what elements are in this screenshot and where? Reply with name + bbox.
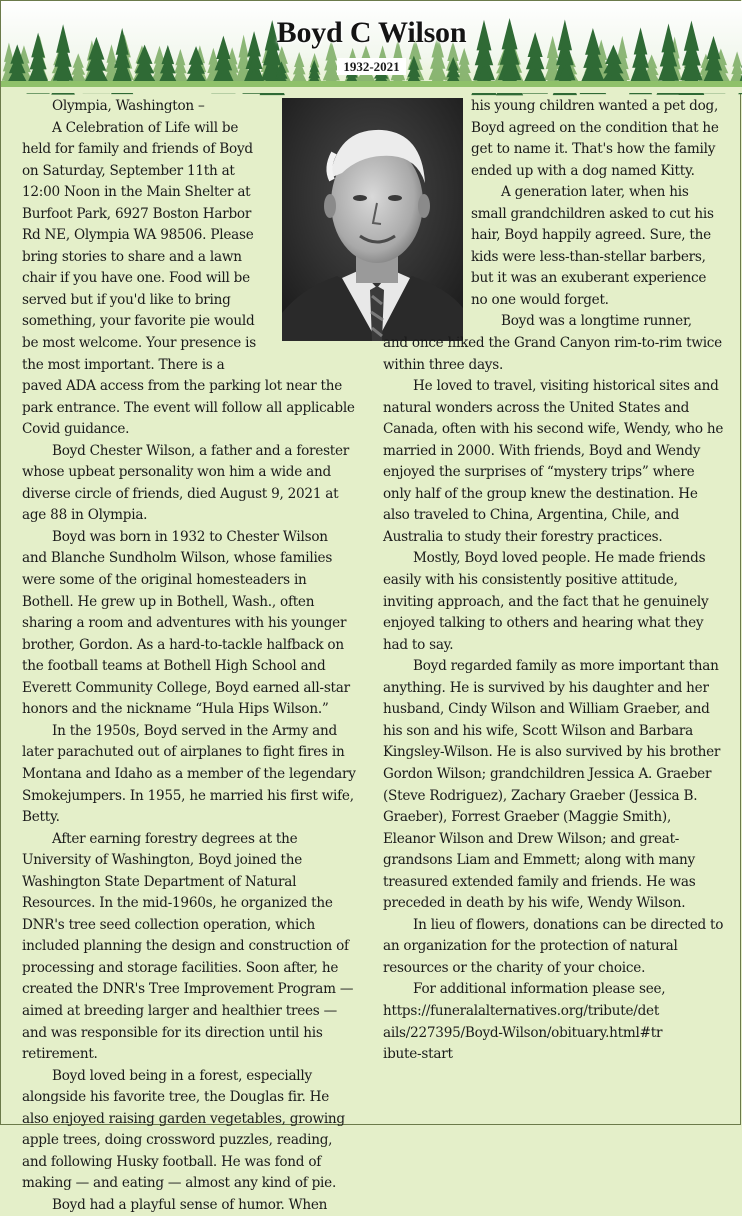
paragraph-intro: Boyd Chester Wilson, a father and a forester whose upbeat personality won him a wide and diverse circle of friends, died August 9, 2021 at age 88 in Olympia. xyxy=(22,442,350,524)
paragraph-celebration-continued: paved ADA access from the parking lot near the park entrance. The event will follow all applicable Covid guidance. xyxy=(22,378,355,438)
paragraph-location: Olympia, Washington – xyxy=(52,98,205,114)
text-column-left xyxy=(22,96,356,1216)
paragraph-family: Boyd regarded family as more important than anything. He is survived by his daughter and her husband, Cindy Wilson and William Graeber, and his son and his wife, Scott Wilson and Barbara Kingsley-Wilson. He is also survived by his brother Gordon Wilson; grandchildren Jessica A. Graeber (Steve Rodriguez), Zachary Graeber (Jessica B. Graeber), Forrest Graeber (Maggie Smith), Eleanor Wilson and Drew Wilson; and great-grandsons Liam and Emmett; along with many treasured extended family and friends. He was preceded in death by his wife, Wendy Wilson. xyxy=(383,658,721,912)
paragraph-travel: He loved to travel, visiting historical sites and natural wonders across the United States and Canada, often with his second wife, Wendy, who he married in 2000. With friends, Boyd and Wendy enjoyed the surprises of “mystery trips” where only half of the group knew the destination. He also traveled to China, Argentina, Chile, and Australia to study their forestry practices. xyxy=(383,378,724,545)
paragraph-haircut: A generation later, when his small grandchildren asked to cut his hair, Boyd happily agreed. Sure, the kids were less-than-stellar barbers, but it was an exuberant experience no one would forget. xyxy=(471,184,714,308)
life-dates xyxy=(1,59,742,75)
forest-header xyxy=(1,1,742,93)
paragraph-career: After earning forestry degrees at the University of Washington, Boyd joined the Washington State Department of Natural Resources. In the mid-1960s, he organized the DNR's tree seed collection operation, which included planning the design and construction of processing and storage facilities. Soon after, he created the DNR's Tree Improvement Program — aimed at breeding larger and healthier trees — and was responsible for its direction until his retirement. xyxy=(22,830,354,1063)
paragraph-runner: Boyd was a longtime runner, xyxy=(501,313,692,330)
text-column-right xyxy=(383,96,725,1066)
paragraph-runner-continued: and once hiked the Grand Canyon rim-to-rim twice within three days. xyxy=(383,335,722,373)
life-dates-label: 1932-2021 xyxy=(337,58,405,75)
paragraph-people: Mostly, Boyd loved people. He made friends easily with his consistently positive attitude, inviting approach, and the fact that he genuinely enjoyed talking to others and hearing what they had to say. xyxy=(383,550,709,653)
paragraph-hobbies: Boyd loved being in a forest, especially alongside his favorite tree, the Douglas fir. He also enjoyed raising garden vegetables, growing apple trees, doing crossword puzzles, reading, and following Husky football. He was fond of making — and eating — almost any kind of pie. xyxy=(22,1067,345,1192)
deceased-name: Boyd C Wilson xyxy=(276,16,467,49)
paragraph-donations: In lieu of flowers, donations can be directed to an organization for the protection of natural resources or the charity of your choice. xyxy=(383,916,724,976)
tribute-link[interactable]: https://funeralalternatives.org/tribute/details/227395/Boyd-Wilson/obituary.html#tribute-start xyxy=(383,1002,663,1063)
paragraph-dog: his young children wanted a pet dog, Boyd agreed on the condition that he get to name it. That's how the family ended up with a dog named Kitty. xyxy=(471,98,719,179)
paragraph-info: For additional information please see, xyxy=(413,981,666,998)
paragraph-army: In the 1950s, Boyd served in the Army and later parachuted out of airplanes to fight fires in Montana and Idaho as a member of the legendary Smokejumpers. In 1955, he married his first wife, Betty. xyxy=(22,722,356,826)
paragraph-celebration: A Celebration of Life will be held for family and friends of Boyd on Saturday, September 11th at 12:00 Noon in the Main Shelter at Burfoot Park, 6927 Boston Harbor Rd NE, Olympia WA 98506. Please bring stories to share and a lawn chair if you have one. Food will be served but if you'd like to bring something, your favorite pie would be most welcome. Your presence is the most important. There is a xyxy=(22,119,256,373)
paragraph-humor: Boyd had a playful sense of humor. When xyxy=(52,1196,328,1213)
paragraph-early-life: Boyd was born in 1932 to Chester Wilson and Blanche Sundholm Wilson, whose families were some of the original homesteaders in Bothell. He grew up in Bothell, Wash., often sharing a room and adventures with his younger brother, Gordon. As a hard-to-tackle halfback on the football teams at Bothell High School and Everett Community College, Boyd earned all-star honors and the nickname “Hula Hips Wilson.” xyxy=(22,528,350,718)
